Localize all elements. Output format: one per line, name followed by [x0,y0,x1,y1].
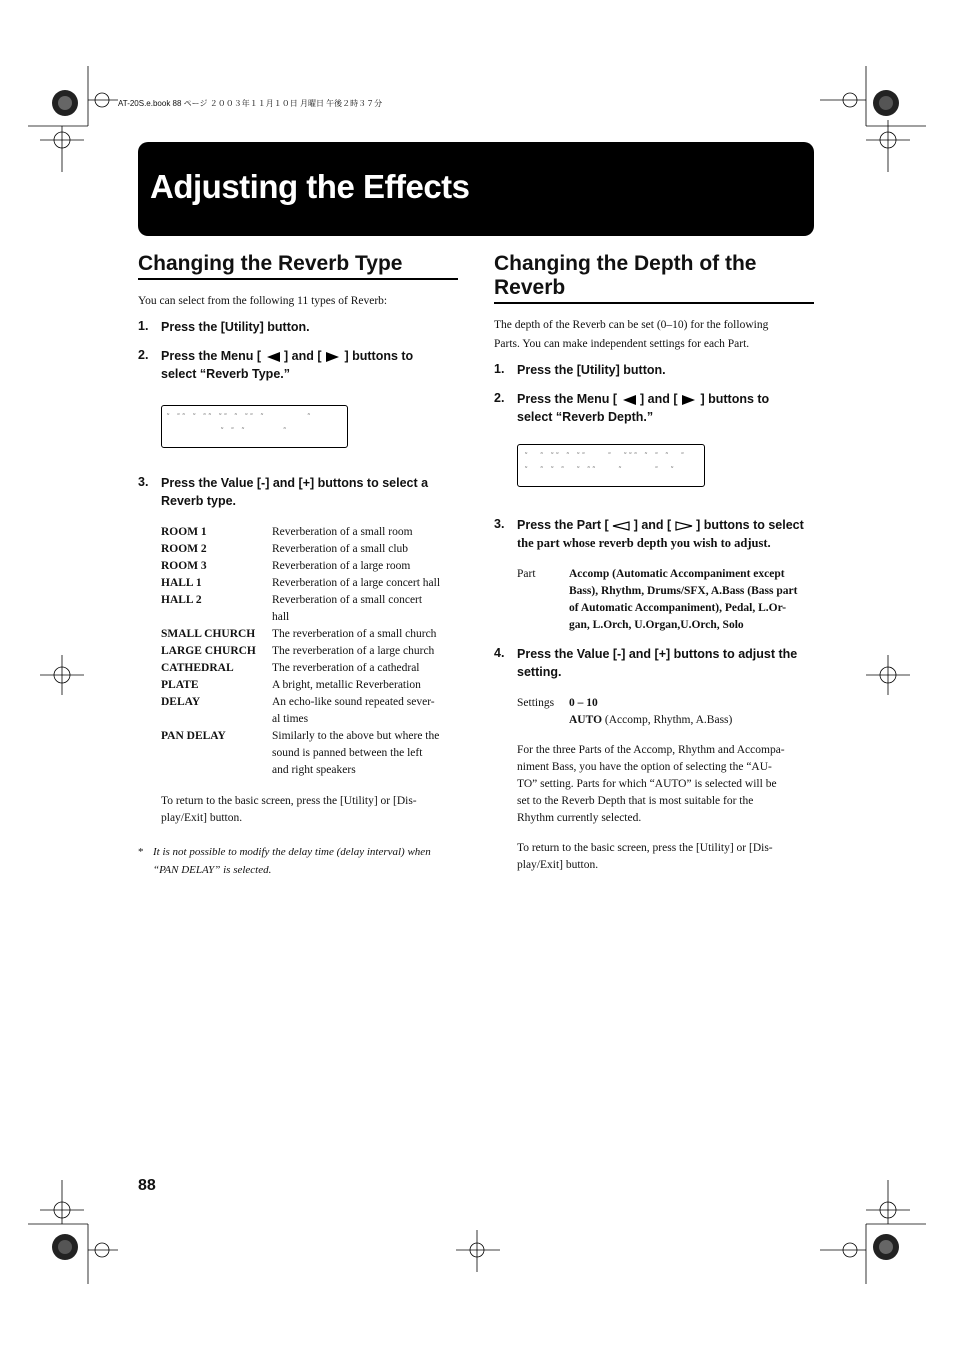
text-line: An echo-like sound repeated sever- [272,696,435,708]
lcd-glyphs: ˜ ˜˜ ˜ ˜˜ ˜˜ ˜ ˜˜ ˜ ˜ [166,413,313,421]
reverb-type-description [272,728,458,779]
text-line: sound is panned between the left [272,747,423,759]
table-row [161,558,458,575]
reverb-type-description [272,660,458,677]
reverb-type-name: ROOM 2 [161,543,207,555]
heading-rule [494,302,814,304]
right-outline-arrow-icon [675,521,693,531]
intro-text: You can select from the following 11 types of Reverb: [138,295,388,307]
settings-auto-parts: (Accomp, Rhythm, A.Bass) [602,714,733,726]
part-value [569,566,814,634]
step-text: Press the Value [-] and [+] buttons to select a [161,476,429,490]
reverb-type-description [272,575,458,592]
part-label: Part [517,568,536,580]
heading-line: Reverb [494,276,566,299]
step-number: 1. [494,362,505,376]
step-number: 2. [494,391,505,405]
reverb-type-name: PAN DELAY [161,730,226,742]
lcd-display [517,444,705,487]
step-text-part: Press the Part [ [517,518,609,532]
section-heading-reverb-depth [494,252,756,300]
step-text-part: ] and [ [284,349,322,363]
step-text [517,516,804,534]
heading-line: Changing the Depth of the [494,252,757,275]
reverb-type-name: HALL 1 [161,577,202,589]
note-star: * [138,846,144,858]
text-line: set to the Reverb Depth that is most suitable for the [517,795,754,807]
reverb-type-name: CATHEDRAL [161,662,234,674]
text-line: To return to the basic screen, press the [Utility] or [Dis- [161,795,417,807]
reverb-type-description [272,524,458,541]
step-text: select “Reverb Type.” [161,367,290,381]
text-line: Rhythm currently selected. [517,812,642,824]
text-line: Reverberation of a large room [272,560,411,572]
reverb-type-name: DELAY [161,696,201,708]
reverb-type-name: LARGE CHURCH [161,645,256,657]
table-row [161,694,458,728]
table-row [161,524,458,541]
file-meta: AT-20S.e.book 88 ページ ２００３年１１月１０日 月曜日 午後２時３７分 [118,99,383,108]
text-line: and right speakers [272,764,356,776]
text-line: Similarly to the above but where the [272,730,440,742]
left-arrow-icon [265,352,281,362]
text-line: niment Bass, you have the option of selecting the “AU- [517,761,772,773]
text-line: Parts. You can make independent settings for each Part. [494,338,750,350]
note-text [153,843,458,879]
text-line: play/Exit] button. [517,859,599,871]
step-text: Reverb type. [161,494,237,508]
text-line: play/Exit] button. [161,812,243,824]
text-line: The depth of the Reverb can be set (0–10) for the following [494,319,769,331]
heading-rule [138,278,458,280]
text-line: A bright, metallic Reverberation [272,679,421,691]
reverb-type-description [272,592,458,626]
reverb-type-name: PLATE [161,679,199,691]
step-text: Press the [Utility] button. [517,363,666,377]
right-arrow-icon [325,352,341,362]
return-text [517,840,814,874]
reverb-type-description [272,694,458,728]
step-text-part: ] buttons to [344,349,414,363]
settings-label: Settings [517,697,555,709]
reverb-type-description [272,626,458,643]
reverb-type-name: HALL 2 [161,594,202,606]
text-line: of Automatic Accompaniment), Pedal, L.Or- [569,602,787,614]
text-line: To return to the basic screen, press the [Utility] or [Dis- [517,842,773,854]
left-outline-arrow-icon [612,521,630,531]
step-number: 3. [494,517,505,531]
text-line: TO” setting. Parts for which “AUTO” is selected will be [517,778,777,790]
page-title: Adjusting the Effects [150,168,470,205]
text-line: “PAN DELAY” is selected. [153,864,272,876]
step-text: the part whose reverb depth you wish to adjust. [517,536,771,550]
text-line: It is not possible to modify the delay time (delay interval) when [153,846,431,858]
step-number: 3. [138,475,149,489]
intro-text [494,317,814,353]
text-line: Reverberation of a small concert [272,594,423,606]
text-line: The reverberation of a large church [272,645,435,657]
table-row [161,677,458,694]
text-line: al times [272,713,309,725]
reverb-type-description [272,558,458,575]
lcd-glyphs: ˜ ˜ ˜˜ ˜ ˜˜ ˜ ˜˜˜ ˜ ˜ ˜ ˜ [524,452,686,460]
text-line: Accomp (Automatic Accompaniment except [569,568,785,580]
step-text: Press the [Utility] button. [161,320,310,334]
left-arrow-icon [621,395,637,405]
step-text-part: Press the Menu [ [517,392,618,406]
reverb-type-name: SMALL CHURCH [161,628,256,640]
step-text-part: ] buttons to select [696,518,804,532]
text-line: Reverberation of a small club [272,543,409,555]
text-line: For the three Parts of the Accomp, Rhythm and Accompa- [517,744,785,756]
text-line: The reverberation of a cathedral [272,662,420,674]
reverb-type-name: ROOM 3 [161,560,207,572]
text-line: Reverberation of a large concert hall [272,577,441,589]
step-text: select “Reverb Depth.” [517,410,654,424]
table-row [161,660,458,677]
step-text: setting. [517,665,562,679]
text-line: hall [272,611,290,623]
right-arrow-icon [681,395,697,405]
table-row [161,643,458,660]
step-text-part: ] and [ [640,392,678,406]
reverb-type-description [272,541,458,558]
section-heading-reverb-type: Changing the Reverb Type [138,252,403,275]
step-text [161,347,413,365]
text-line: Reverberation of a small room [272,526,413,538]
table-row [161,728,458,779]
text-line: Bass), Rhythm, Drums/SFX, A.Bass (Bass part [569,585,798,597]
settings-auto [569,712,732,729]
step-number: 4. [494,646,505,660]
reverb-type-description [272,643,458,660]
auto-text [517,742,814,827]
step-number: 1. [138,319,149,333]
table-row [161,592,458,626]
lcd-glyphs: ˜ ˜ ˜ ˜ [220,427,288,435]
settings-auto-value: AUTO [569,714,603,726]
table-row [161,575,458,592]
lcd-display [161,405,348,448]
return-text [161,793,458,827]
step-text: Press the Value [-] and [+] buttons to adjust the [517,647,798,661]
step-text-part: ] and [ [633,518,672,532]
table-row [161,626,458,643]
text-line: The reverberation of a small church [272,628,437,640]
step-text-part: Press the Menu [ [161,349,262,363]
settings-range: 0 – 10 [569,697,598,709]
text-line: gan, L.Orch, U.Organ,U.Orch, Solo [569,619,744,631]
lcd-glyphs: ˜ ˜ ˜ ˜ ˜ ˜˜ ˜ ˜ ˜ [524,466,676,474]
page-number: 88 [138,1177,156,1194]
step-text-part: ] buttons to [700,392,770,406]
reverb-type-description [272,677,458,694]
step-text [517,390,769,408]
reverb-type-name: ROOM 1 [161,526,207,538]
table-row [161,541,458,558]
reverb-type-table [161,524,458,779]
step-number: 2. [138,348,149,362]
